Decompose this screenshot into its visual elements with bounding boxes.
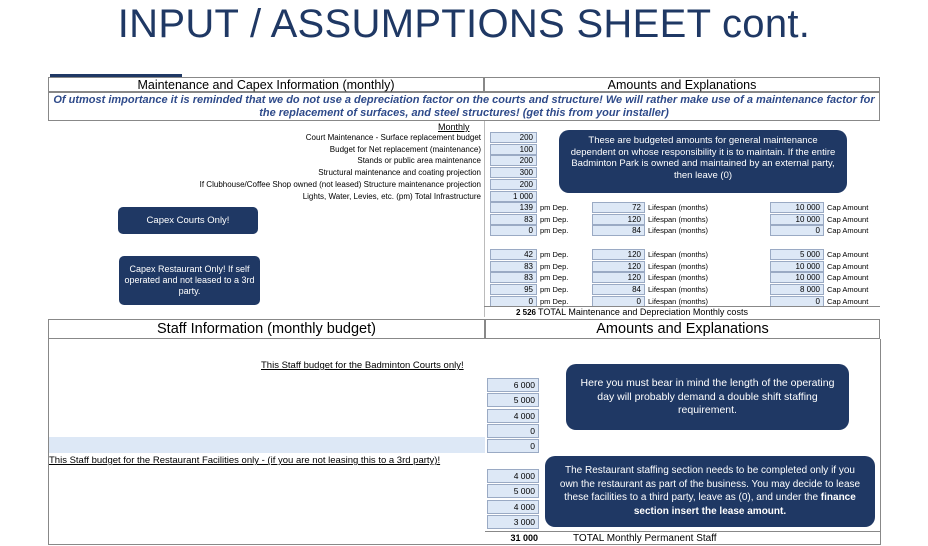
restaurant-capex-cap-label: Cap Amount: [827, 285, 869, 295]
maintenance-notice-box: [48, 92, 880, 121]
column-divider: [484, 121, 485, 317]
courts-capex-dep-input[interactable]: 139: [490, 202, 537, 213]
monthly-label: Monthly: [438, 122, 470, 132]
capex-restaurant-badge-text: Capex Restaurant Only! If self operated and not leased to a 3rd party.: [124, 264, 255, 296]
courts-capex-lifespan-label: Lifespan (months): [648, 214, 709, 224]
maintenance-row-input[interactable]: 100: [490, 144, 537, 155]
restaurant-capex-dep-input[interactable]: 83: [490, 261, 537, 272]
restaurant-capex-pm-dep-label: pm Dep.: [540, 285, 569, 295]
restaurant-capex-pm-dep-label: pm Dep.: [540, 261, 569, 271]
courts-capex-cap-input[interactable]: 10 000: [770, 214, 824, 225]
capex-restaurant-badge: [119, 256, 260, 305]
maintenance-row-label: Stands or public area maintenance: [357, 156, 481, 166]
restaurant-capex-cap-label: Cap Amount: [827, 296, 869, 306]
restaurant-capex-lifespan-label: Lifespan (months): [648, 250, 709, 259]
maintenance-row-label: Structural maintenance and coating projection: [318, 168, 481, 178]
capex-courts-badge-text: Capex Courts Only!: [146, 215, 230, 226]
staff-header-left-cell: [48, 319, 485, 339]
staff-courts-input[interactable]: 5 000: [487, 393, 539, 407]
staff-restaurant-heading: This Staff budget for the Restaurant Facilities only - (if you are not leasing this to a 3rd party)!: [49, 455, 441, 466]
staff-restaurant-note-emphasis: finance section insert the lease amount.: [633, 492, 856, 517]
courts-capex-pm-dep-label: pm Dep.: [540, 214, 569, 224]
page-title: INPUT / ASSUMPTIONS SHEET cont.: [117, 2, 811, 46]
restaurant-capex-dep-input[interactable]: 42: [490, 249, 537, 260]
staff-restaurant-note-text: The Restaurant staffing section needs to be completed only if you own the restaurant as part of the business. You may decide to lease these facilities to a third party, leave as (0), and under the: [559, 465, 861, 503]
restaurant-capex-lifespan-label: Lifespan (months): [648, 273, 709, 283]
staff-restaurant-input[interactable]: 4 000: [487, 500, 539, 514]
restaurant-capex-pm-dep-label: pm Dep.: [540, 273, 569, 283]
maintenance-header-left-cell: [48, 77, 484, 92]
staff-highlight-row: [49, 437, 485, 453]
courts-capex-dep-input[interactable]: 0: [490, 225, 537, 236]
courts-capex-cap-input[interactable]: 10 000: [770, 202, 824, 213]
courts-capex-life-input[interactable]: 72: [592, 202, 645, 213]
staff-header-right-cell: [485, 319, 880, 339]
maintenance-header-right-cell: [484, 77, 880, 92]
staff-shift-note: [566, 364, 849, 430]
maintenance-row-input[interactable]: 200: [490, 132, 537, 143]
courts-capex-pm-dep-label: pm Dep.: [540, 226, 569, 236]
restaurant-capex-cap-label: Cap Amount: [827, 273, 869, 283]
maintenance-row-label: Court Maintenance - Surface replacement budget: [305, 133, 481, 142]
restaurant-capex-life-input[interactable]: 0: [592, 296, 645, 307]
restaurant-capex-dep-input[interactable]: 95: [490, 284, 537, 295]
staff-restaurant-input[interactable]: 4 000: [487, 469, 539, 483]
staff-right-border: [880, 339, 881, 544]
restaurant-capex-cap-label: Cap Amount: [827, 261, 869, 271]
maintenance-row-label: If Clubhouse/Coffee Shop owned (not leased) Structure maintenance projection: [199, 179, 481, 189]
maintenance-notice: Of utmost importance it is reminded that we do not use a depreciation factor on the courts and structure! We will rather make use of a maintenance factor for the replacement of surfaces, and steel structures! (get this from your installer): [53, 94, 875, 119]
restaurant-capex-cap-input[interactable]: 10 000: [770, 261, 824, 272]
courts-capex-lifespan-label: Lifespan (months): [648, 203, 709, 212]
restaurant-capex-life-input[interactable]: 120: [592, 249, 645, 260]
restaurant-capex-pm-dep-label: pm Dep.: [540, 296, 569, 306]
restaurant-capex-dep-input[interactable]: 83: [490, 272, 537, 283]
restaurant-capex-cap-input[interactable]: 8 000: [770, 284, 824, 295]
maintenance-row-input[interactable]: 200: [490, 155, 537, 166]
maintenance-row-input[interactable]: 1 000: [490, 191, 537, 202]
maintenance-header-left: Maintenance and Capex Information (monthly): [137, 78, 395, 92]
restaurant-capex-lifespan-label: Lifespan (months): [648, 261, 709, 271]
staff-header-right: Amounts and Explanations: [596, 321, 769, 337]
restaurant-capex-cap-label: Cap Amount: [827, 250, 869, 259]
restaurant-capex-pm-dep-label: pm Dep.: [540, 250, 569, 259]
staff-restaurant-input[interactable]: 3 000: [487, 515, 539, 529]
restaurant-capex-cap-input[interactable]: 5 000: [770, 249, 824, 260]
staff-courts-input[interactable]: 0: [487, 439, 539, 453]
restaurant-capex-life-input[interactable]: 120: [592, 261, 645, 272]
restaurant-capex-life-input[interactable]: 84: [592, 284, 645, 295]
courts-capex-lifespan-label: Lifespan (months): [648, 226, 709, 236]
staff-total-row: [485, 531, 880, 545]
staff-restaurant-note: [545, 456, 875, 527]
capex-courts-badge: [118, 207, 258, 234]
maintenance-total-label: TOTAL Maintenance and Depreciation Monthly costs: [538, 307, 748, 317]
maintenance-total-value: 2 526: [515, 308, 536, 317]
restaurant-capex-dep-input[interactable]: 0: [490, 296, 537, 307]
staff-courts-heading: This Staff budget for the Badminton Courts only!: [261, 360, 464, 371]
maintenance-row-label: Budget for Net replacement (maintenance): [329, 144, 481, 154]
courts-capex-life-input[interactable]: 120: [592, 214, 645, 225]
courts-capex-dep-input[interactable]: 83: [490, 214, 537, 225]
staff-courts-input[interactable]: 0: [487, 424, 539, 438]
restaurant-capex-cap-input[interactable]: 10 000: [770, 272, 824, 283]
restaurant-capex-lifespan-label: Lifespan (months): [648, 285, 709, 295]
restaurant-capex-cap-input[interactable]: 0: [770, 296, 824, 307]
restaurant-capex-life-input[interactable]: 120: [592, 272, 645, 283]
staff-shift-note-text: Here you must bear in mind the length of the operating day will probably demand a double shift staffing requirement.: [580, 377, 835, 416]
maintenance-row-input[interactable]: 300: [490, 167, 537, 178]
courts-capex-cap-label: Cap Amount: [827, 214, 869, 224]
courts-capex-cap-label: Cap Amount: [827, 203, 869, 212]
maintenance-header-right: Amounts and Explanations: [607, 78, 757, 92]
staff-restaurant-input[interactable]: 5 000: [487, 484, 539, 498]
maintenance-budget-note: [559, 130, 847, 193]
staff-courts-input[interactable]: 4 000: [487, 409, 539, 423]
restaurant-capex-lifespan-label: Lifespan (months): [648, 296, 709, 306]
maintenance-total-row: [484, 306, 880, 317]
staff-header-left: Staff Information (monthly budget): [157, 321, 376, 337]
courts-capex-pm-dep-label: pm Dep.: [540, 203, 569, 212]
courts-capex-life-input[interactable]: 84: [592, 225, 645, 236]
maintenance-budget-note-text: These are budgeted amounts for general maintenance dependent on whose responsibility it is to maintain. If the entire Badminton Park is owned and maintained by an external party, then leave (0): [570, 135, 836, 181]
courts-capex-cap-label: Cap Amount: [827, 226, 869, 236]
staff-total-label: TOTAL Monthly Permanent Staff: [573, 533, 717, 544]
staff-courts-input[interactable]: 6 000: [487, 378, 539, 392]
maintenance-row-input[interactable]: 200: [490, 179, 537, 190]
staff-total-value: 31 000: [510, 533, 538, 543]
courts-capex-cap-input[interactable]: 0: [770, 225, 824, 236]
maintenance-row-label: Lights, Water, Levies, etc. (pm) Total Infrastructure: [302, 191, 481, 201]
